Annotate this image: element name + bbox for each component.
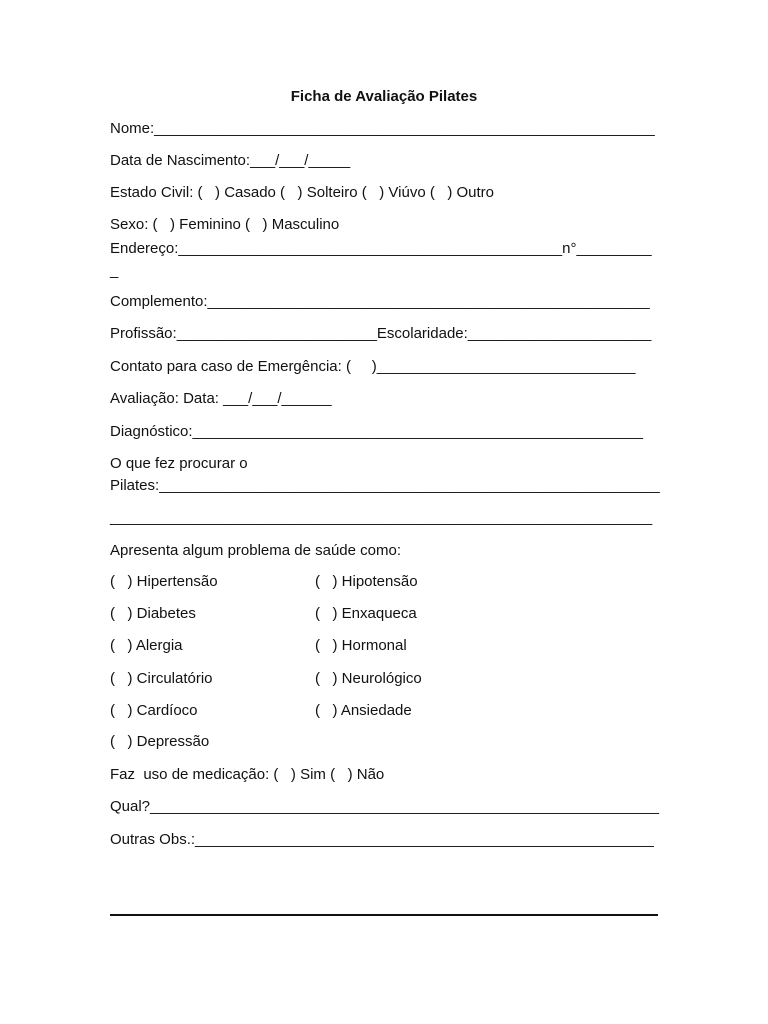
checkbox-neurologico[interactable]: ( ) Neurológico bbox=[315, 670, 422, 687]
field-contato-emergencia[interactable]: Contato para caso de Emergência: ( )_______________________________ bbox=[110, 358, 636, 375]
field-endereco-continuation: _ bbox=[110, 262, 119, 279]
field-procurar-pilates[interactable]: Pilates:____________________________________________________________ bbox=[110, 477, 660, 494]
field-sexo[interactable]: Sexo: ( ) Feminino ( ) Masculino bbox=[110, 216, 340, 233]
checkbox-depressao[interactable]: ( ) Depressão bbox=[110, 733, 210, 750]
field-profissao-escolaridade[interactable]: Profissão:________________________Escolaridade:______________________ bbox=[110, 325, 652, 342]
field-diagnostico[interactable]: Diagnóstico:______________________________________________________ bbox=[110, 423, 644, 440]
field-nascimento[interactable]: Data de Nascimento:___/___/_____ bbox=[110, 152, 351, 169]
field-outras-obs[interactable]: Outras Obs.:_______________________________________________________ bbox=[110, 831, 654, 848]
field-nome[interactable]: Nome:____________________________________________________________ bbox=[110, 120, 655, 137]
form-title: Ficha de Avaliação Pilates bbox=[290, 88, 478, 105]
checkbox-hipotensao[interactable]: ( ) Hipotensão bbox=[315, 573, 418, 590]
saude-heading: Apresenta algum problema de saúde como: bbox=[110, 542, 402, 559]
field-medicacao[interactable]: Faz uso de medicação: ( ) Sim ( ) Não bbox=[110, 766, 385, 783]
checkbox-hormonal[interactable]: ( ) Hormonal bbox=[315, 637, 407, 654]
field-estado-civil[interactable]: Estado Civil: ( ) Casado ( ) Solteiro ( ) Viúvo ( ) Outro bbox=[110, 184, 495, 201]
field-complemento[interactable]: Complemento:_____________________________________________________ bbox=[110, 293, 650, 310]
signature-line bbox=[110, 914, 658, 916]
checkbox-enxaqueca[interactable]: ( ) Enxaqueca bbox=[315, 605, 417, 622]
checkbox-cardioco[interactable]: ( ) Cardíoco bbox=[110, 702, 198, 719]
field-procurar-extra-line[interactable]: _________________________________________________________________ bbox=[110, 509, 653, 526]
field-procurar-label: O que fez procurar o bbox=[110, 455, 248, 472]
checkbox-alergia[interactable]: ( ) Alergia bbox=[110, 637, 183, 654]
checkbox-hipertensao[interactable]: ( ) Hipertensão bbox=[110, 573, 218, 590]
checkbox-diabetes[interactable]: ( ) Diabetes bbox=[110, 605, 196, 622]
field-qual[interactable]: Qual?_____________________________________________________________ bbox=[110, 798, 659, 815]
checkbox-circulatorio[interactable]: ( ) Circulatório bbox=[110, 670, 213, 687]
field-avaliacao-data[interactable]: Avaliação: Data: ___/___/______ bbox=[110, 390, 332, 407]
checkbox-ansiedade[interactable]: ( ) Ansiedade bbox=[315, 702, 412, 719]
field-endereco[interactable]: Endereço:______________________________________________n°_________ bbox=[110, 240, 652, 257]
